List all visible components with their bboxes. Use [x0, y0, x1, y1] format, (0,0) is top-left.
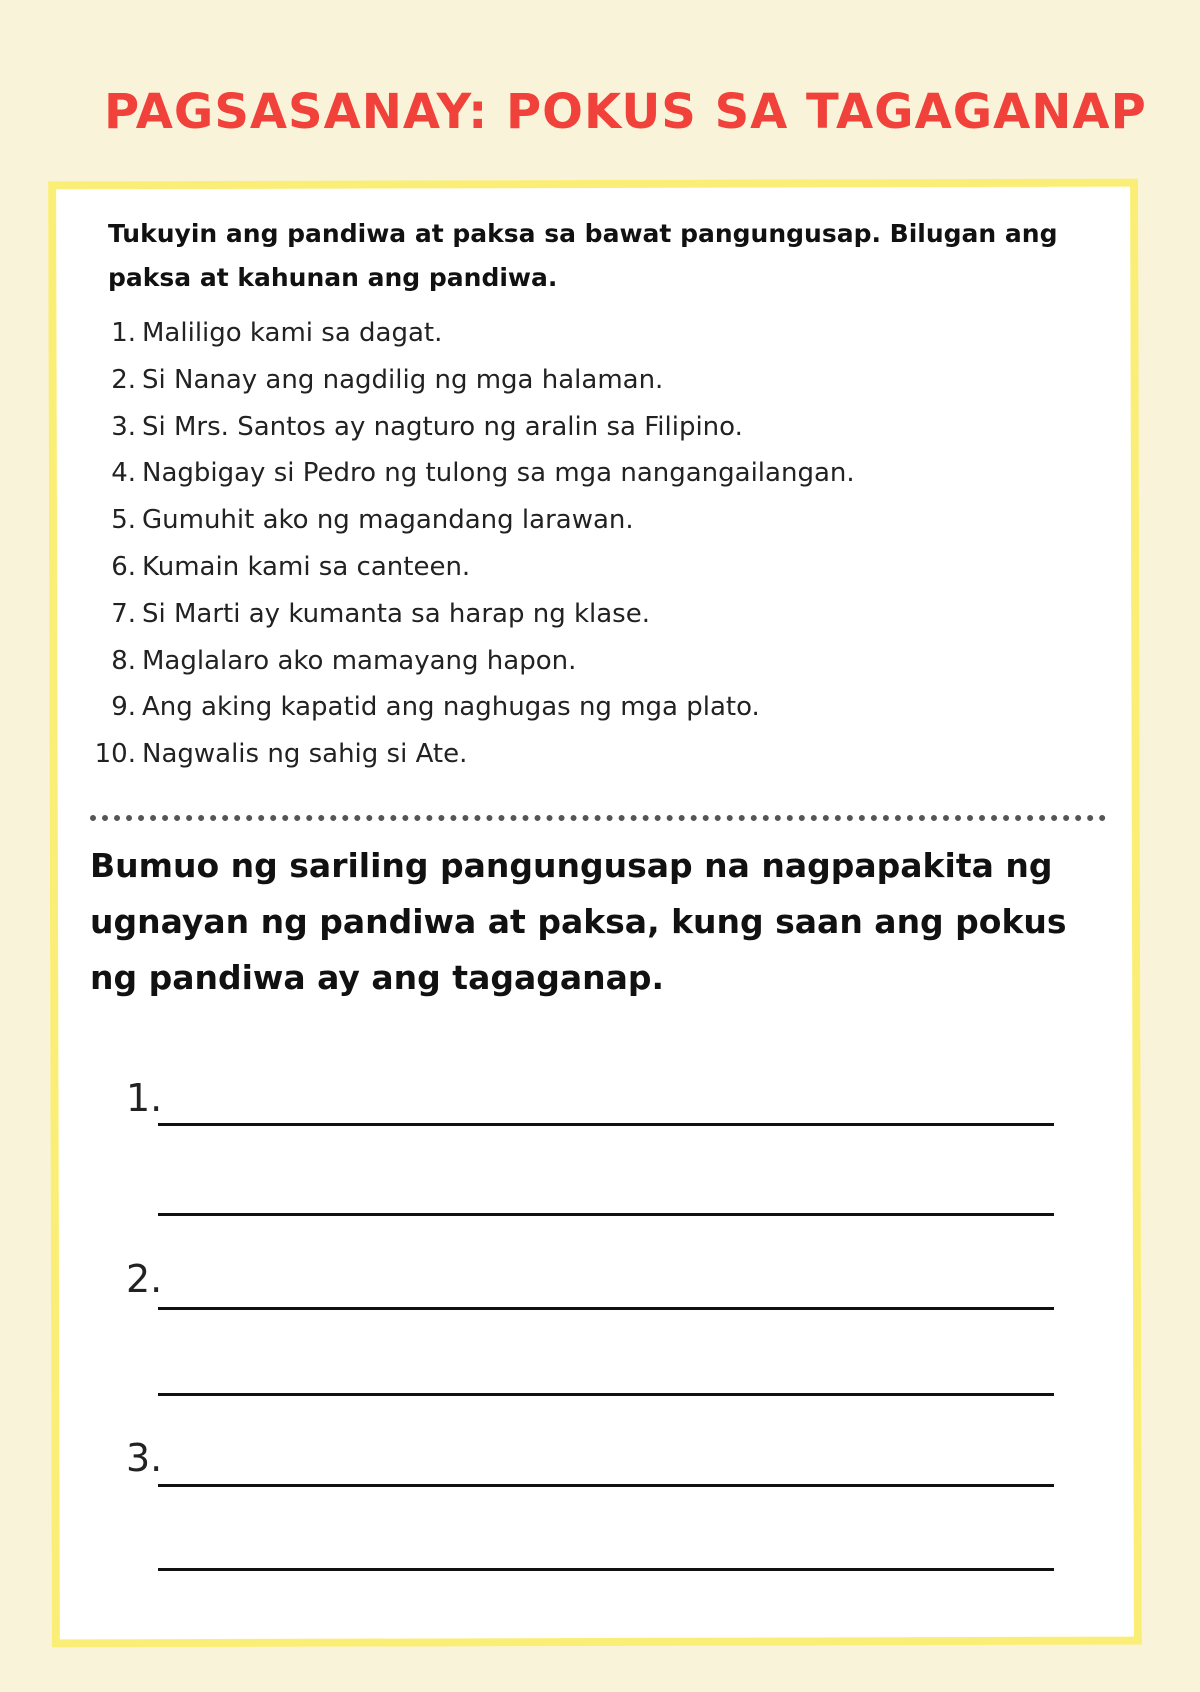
answer-number-2: 2. [126, 1257, 163, 1301]
answer-line-2b[interactable] [158, 1393, 1054, 1396]
item-text: Nagbigay si Pedro ng tulong sa mga nangangailangan. [142, 458, 855, 489]
item-text: Ang aking kapatid ang naghugas ng mga plato. [142, 692, 760, 723]
dotted-divider [90, 815, 1106, 821]
part1-instruction: Tukuyin ang pandiwa at paksa sa bawat pangungusap. Bilugan ang paksa at kahunan ang pandiwa. [108, 219, 1058, 292]
list-item [90, 365, 855, 412]
item-text: Nagwalis ng sahig si Ate. [142, 739, 468, 770]
list-item [90, 505, 855, 552]
item-number: 7. [111, 598, 136, 629]
answer-line-1b[interactable] [158, 1213, 1054, 1216]
list-item [90, 318, 855, 365]
list-item [90, 552, 855, 599]
item-number: 9. [111, 692, 136, 723]
part2-instruction: Bumuo ng sariling pangungusap na nagpapakita ng ugnayan ng pandiwa at paksa, kung saan ang pokus ng pandiwa ay ang tagaganap. [90, 846, 1067, 997]
item-text: Maliligo kami sa dagat. [142, 318, 443, 348]
list-item [90, 646, 855, 693]
item-number: 3. [111, 411, 136, 442]
answer-number-1: 1. [126, 1076, 163, 1120]
item-number: 6. [111, 551, 136, 582]
list-item [90, 739, 855, 786]
answer-line-3b[interactable] [158, 1568, 1054, 1571]
item-number: 4. [111, 458, 136, 489]
answer-line-1a[interactable] [158, 1123, 1054, 1126]
list-item [90, 692, 855, 739]
item-text: Si Marti ay kumanta sa harap ng klase. [142, 598, 650, 629]
item-text: Kumain kami sa canteen. [142, 551, 471, 582]
item-number: 8. [111, 645, 136, 676]
list-item [90, 412, 855, 459]
item-number: 10. [94, 739, 136, 770]
worksheet-title: PAGSASANAY: POKUS SA TAGAGANAP [104, 84, 1147, 140]
item-text: Maglalaro ako mamayang hapon. [142, 645, 577, 676]
item-number: 5. [111, 505, 136, 536]
item-number: 2. [111, 364, 136, 395]
item-text: Si Mrs. Santos ay nagturo ng aralin sa Filipino. [142, 411, 743, 442]
list-item [90, 599, 855, 646]
list-item [90, 458, 855, 505]
sentence-list [90, 318, 855, 786]
answer-line-2a[interactable] [158, 1307, 1054, 1310]
answer-number-3: 3. [126, 1436, 163, 1480]
item-text: Gumuhit ako ng magandang larawan. [142, 505, 634, 536]
item-text: Si Nanay ang nagdilig ng mga halaman. [142, 364, 664, 395]
answer-line-3a[interactable] [158, 1484, 1054, 1487]
item-number: 1. [111, 318, 136, 348]
